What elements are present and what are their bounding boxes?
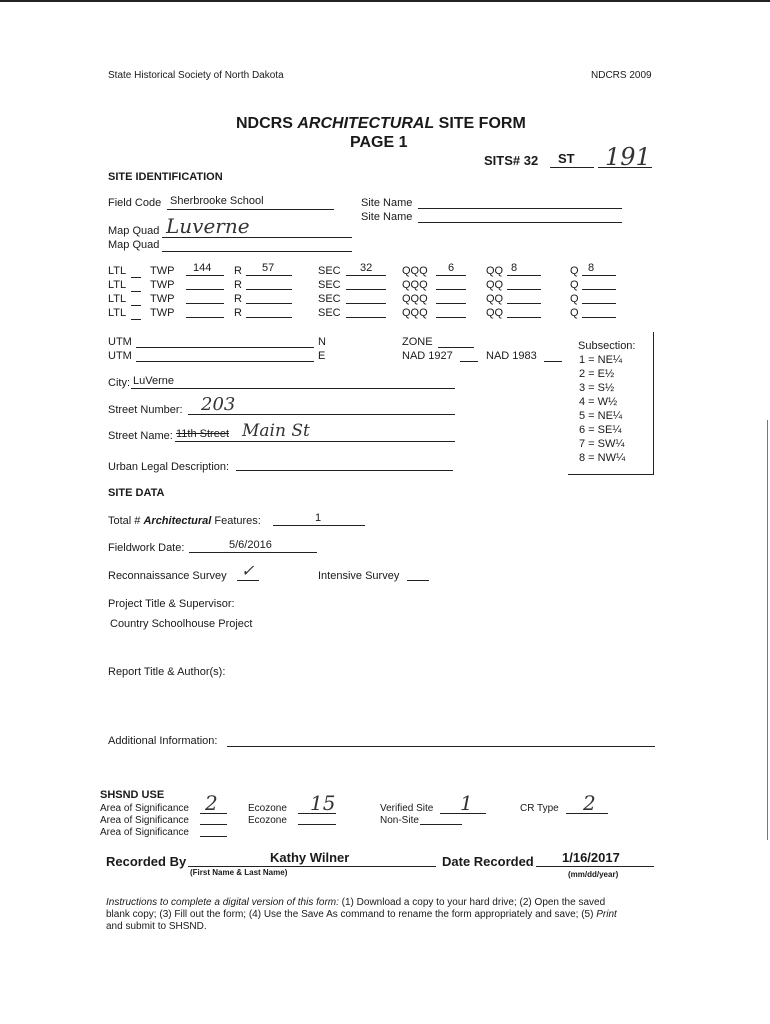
- features-value[interactable]: 1: [315, 512, 322, 524]
- instructions-line-1: [106, 897, 605, 908]
- field-code-label: Field Code: [108, 197, 162, 209]
- verified-label: Verified Site: [380, 803, 434, 814]
- date-recorded-hint: (mm/dd/year): [568, 870, 619, 879]
- q-label-3: Q: [570, 293, 579, 305]
- nonsite-label: Non-Site: [380, 815, 419, 826]
- ltl-label-1: LTL: [108, 265, 127, 277]
- map-quad-value[interactable]: Luverne: [166, 214, 250, 238]
- twp-label-3: TWP: [150, 293, 175, 305]
- twp-label-1: TWP: [150, 265, 175, 277]
- city-label: City:: [108, 377, 130, 389]
- r-label-2: R: [234, 279, 242, 291]
- street-name-label: Street Name:: [108, 430, 173, 442]
- instructions-italic: Instructions to complete a digital version of this form:: [106, 897, 339, 908]
- twp-value[interactable]: 144: [193, 262, 212, 274]
- zone-label: ZONE: [402, 336, 433, 348]
- qqq-label-4: QQQ: [402, 307, 428, 319]
- sits-st: ST: [558, 151, 575, 166]
- r-value[interactable]: 57: [262, 262, 275, 274]
- twp-label-4: TWP: [150, 307, 175, 319]
- qqq-value[interactable]: 6: [448, 262, 455, 274]
- nad1983-label: NAD 1983: [486, 350, 537, 362]
- recorded-by-label: Recorded By: [106, 854, 187, 869]
- intensive-label: Intensive Survey: [318, 570, 400, 582]
- field-code-value[interactable]: Sherbrooke School: [170, 195, 264, 207]
- sits-label: SITS# 32: [484, 153, 539, 168]
- sec-value[interactable]: 32: [360, 262, 373, 274]
- features-label-suffix: Features:: [211, 515, 261, 527]
- qq-label-4: QQ: [486, 307, 504, 319]
- qqq-label-2: QQQ: [402, 279, 428, 291]
- q-label-4: Q: [570, 307, 579, 319]
- instructions-line-2: [106, 909, 617, 920]
- qq-value[interactable]: 8: [511, 262, 518, 274]
- subsection-item: 2 = E½: [579, 368, 615, 380]
- project-label: Project Title & Supervisor:: [108, 598, 235, 610]
- map-quad-label: Map Quad: [108, 225, 160, 237]
- sec-label-2: SEC: [318, 279, 341, 291]
- twp-label-2: TWP: [150, 279, 175, 291]
- qq-label-2: QQ: [486, 279, 504, 291]
- q-label-2: Q: [570, 279, 579, 291]
- area-label-3: Area of Significance: [100, 827, 189, 838]
- org-name: State Historical Society of North Dakota: [108, 70, 284, 81]
- qq-label-1: QQ: [486, 265, 504, 277]
- site-identification-heading: SITE IDENTIFICATION: [108, 171, 223, 183]
- subsection-item: 6 = SE¼: [579, 424, 622, 436]
- utm-n: N: [318, 336, 326, 348]
- sec-label-1: SEC: [318, 265, 341, 277]
- sec-label-4: SEC: [318, 307, 341, 319]
- map-quad-label-2: Map Quad: [108, 239, 160, 251]
- fieldwork-value[interactable]: 5/6/2016: [229, 539, 272, 551]
- subsection-item: 5 = NE¼: [579, 410, 623, 422]
- ltl-label-4: LTL: [108, 307, 127, 319]
- title-prefix: NDCRS: [236, 115, 298, 132]
- instructions-print: Print: [596, 909, 617, 920]
- city-value[interactable]: LuVerne: [133, 375, 174, 387]
- street-number-value[interactable]: 203: [201, 394, 236, 415]
- cr-type-label: CR Type: [520, 803, 559, 814]
- ecozone-label-1: Ecozone: [248, 803, 287, 814]
- subsection-item: 4 = W½: [579, 396, 618, 408]
- ecozone-value[interactable]: 15: [310, 791, 336, 815]
- r-label-3: R: [234, 293, 242, 305]
- site-name-label: Site Name: [361, 197, 413, 209]
- subsection-item: 1 = NE¼: [579, 354, 623, 366]
- title-italic: ARCHITECTURAL: [297, 115, 435, 132]
- report-label: Report Title & Author(s):: [108, 666, 226, 678]
- subsection-item: 3 = S½: [579, 382, 615, 394]
- additional-label: Additional Information:: [108, 735, 218, 747]
- title-suffix: SITE FORM: [434, 115, 526, 132]
- scan-edge-right: [767, 420, 768, 840]
- date-recorded-label: Date Recorded: [442, 854, 534, 869]
- fieldwork-label: Fieldwork Date:: [108, 542, 185, 554]
- date-recorded-value[interactable]: 1/16/2017: [562, 850, 620, 865]
- site-data-heading: SITE DATA: [108, 487, 165, 499]
- q-value[interactable]: 8: [588, 262, 595, 274]
- ecozone-label-2: Ecozone: [248, 815, 287, 826]
- scan-edge-top: [0, 0, 770, 2]
- qqq-label-3: QQQ: [402, 293, 428, 305]
- utm-label-2: UTM: [108, 350, 132, 362]
- instructions-line-3: and submit to SHSND.: [106, 921, 207, 932]
- utm-label-1: UTM: [108, 336, 132, 348]
- features-label-italic: Architectural: [143, 515, 212, 527]
- site-name-label-2: Site Name: [361, 211, 413, 223]
- cr-type-value[interactable]: 2: [583, 791, 596, 815]
- street-name-value[interactable]: Main St: [242, 421, 310, 441]
- area-value[interactable]: 2: [205, 791, 218, 815]
- sec-label-3: SEC: [318, 293, 341, 305]
- features-label-prefix: Total #: [108, 515, 144, 527]
- area-label-1: Area of Significance: [100, 803, 189, 814]
- recon-label: Reconnaissance Survey: [108, 570, 227, 582]
- features-label: [108, 515, 261, 527]
- nad1927-label: NAD 1927: [402, 350, 453, 362]
- sits-number[interactable]: 191: [605, 143, 651, 171]
- area-label-2: Area of Significance: [100, 815, 189, 826]
- verified-value[interactable]: 1: [460, 791, 473, 815]
- qqq-label-1: QQQ: [402, 265, 428, 277]
- qq-label-3: QQ: [486, 293, 504, 305]
- recorded-by-value[interactable]: Kathy Wilner: [270, 850, 350, 865]
- instructions-text: (1) Download a copy to your hard drive; (2) Open the saved: [338, 897, 606, 908]
- project-value[interactable]: Country Schoolhouse Project: [110, 618, 253, 630]
- ltl-label-3: LTL: [108, 293, 127, 305]
- recon-check[interactable]: ✓: [241, 561, 255, 580]
- street-name-struck: 11th Street: [176, 428, 229, 440]
- q-label-1: Q: [570, 265, 579, 277]
- instructions-line-2a: blank copy; (3) Fill out the form; (4) Use the Save As command to rename the form appropriately and save; (5): [106, 909, 597, 920]
- form-version: NDCRS 2009: [591, 70, 652, 81]
- page-number: PAGE 1: [350, 134, 408, 151]
- form-title: [236, 115, 526, 133]
- subsection-item: 7 = SW¼: [579, 438, 625, 450]
- subsection-title: Subsection:: [578, 340, 636, 352]
- utm-e: E: [318, 350, 326, 362]
- shsnd-heading: SHSND USE: [100, 789, 165, 801]
- urban-legal-label: Urban Legal Description:: [108, 461, 230, 473]
- r-label-4: R: [234, 307, 242, 319]
- r-label-1: R: [234, 265, 242, 277]
- ltl-label-2: LTL: [108, 279, 127, 291]
- recorded-by-hint: (First Name & Last Name): [190, 868, 288, 877]
- subsection-item: 8 = NW¼: [579, 452, 626, 464]
- street-number-label: Street Number:: [108, 404, 183, 416]
